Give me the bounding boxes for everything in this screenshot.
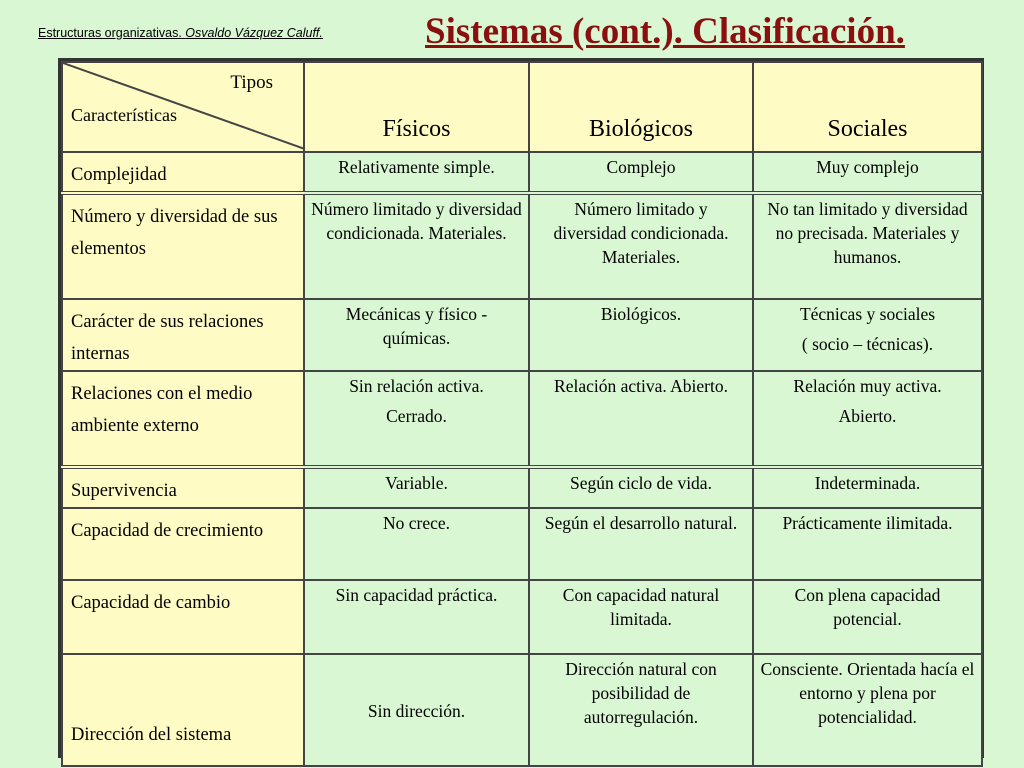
cell-text: Sin capacidad práctica. <box>335 585 498 605</box>
table-cell <box>304 152 529 193</box>
table-row <box>62 152 982 193</box>
table-cell <box>529 508 753 580</box>
cell-text: Sin dirección. <box>367 701 466 721</box>
cell-text: Muy complejo <box>816 157 919 177</box>
cell-text: Mecánicas y físico - químicas. <box>345 304 488 348</box>
table-cell <box>529 299 753 371</box>
cell-text: Relación activa. Abierto. <box>554 376 728 396</box>
row-label: Número y diversidad de sus elementos <box>62 193 304 299</box>
table-header-row <box>62 62 982 152</box>
corner-label-caracteristicas: Características <box>71 105 177 125</box>
cell-text: Indeterminada. <box>814 473 921 493</box>
table-cell <box>753 654 982 766</box>
table-cell <box>304 508 529 580</box>
classification-table-frame <box>58 58 984 758</box>
table-row <box>62 193 982 299</box>
cell-text: No tan limitado y diversidad no precisada. Materiales y humanos. <box>767 199 968 267</box>
table-cell <box>753 508 982 580</box>
cell-text: Con capacidad natural limitada. <box>562 585 720 629</box>
table-cell <box>753 371 982 467</box>
cell-text: Consciente. Orientada hacía el entorno y plena por potencialidad. <box>760 659 975 727</box>
cell-text: No crece. <box>382 513 451 533</box>
table-row <box>62 654 982 766</box>
table-cell <box>529 193 753 299</box>
classification-table <box>61 61 983 767</box>
cell-text: Según el desarrollo natural. <box>544 513 738 533</box>
table-cell <box>304 299 529 371</box>
table-cell <box>304 654 529 766</box>
table-cell <box>753 467 982 508</box>
table-cell <box>753 193 982 299</box>
author-name: Osvaldo Vázquez Caluff. <box>185 26 323 40</box>
cell-text: Relación muy activa. <box>793 376 942 396</box>
corner-label-tipos: Tipos <box>230 72 273 93</box>
cell-text: Prácticamente ilimitada. <box>782 513 953 533</box>
table-row <box>62 299 982 371</box>
table-cell <box>529 371 753 467</box>
cell-text: Según ciclo de vida. <box>570 473 712 493</box>
table-row <box>62 371 982 467</box>
cell-text: Número limitado y diversidad condicionada. Materiales. <box>553 199 729 267</box>
row-label: Relaciones con el medio ambiente externo <box>62 371 304 467</box>
cell-text: Número limitado y diversidad condicionada. Materiales. <box>311 199 522 243</box>
table-row <box>62 467 982 508</box>
table-cell <box>753 152 982 193</box>
cell-text: Abierto. <box>838 406 897 426</box>
cell-text: Sin relación activa. <box>349 376 484 396</box>
table-row <box>62 580 982 654</box>
row-label: Dirección del sistema <box>62 654 304 766</box>
cell-text: Relativamente simple. <box>338 157 495 177</box>
slide-title: Sistemas (cont.). Clasificación. <box>425 11 905 52</box>
table-cell <box>753 299 982 371</box>
cell-text: Biológicos. <box>600 304 682 324</box>
column-header-biologicos: Biológicos <box>529 62 753 152</box>
slide-author-line <box>38 26 323 40</box>
row-label: Capacidad de crecimiento <box>62 508 304 580</box>
course-name: Estructuras organizativas. <box>38 26 182 40</box>
table-cell <box>304 371 529 467</box>
cell-text: Complejo <box>606 157 676 177</box>
row-label: Complejidad <box>62 152 304 193</box>
column-header-fisicos: Físicos <box>304 62 529 152</box>
row-label: Supervivencia <box>62 467 304 508</box>
table-cell <box>304 467 529 508</box>
table-cell <box>529 654 753 766</box>
cell-text: Cerrado. <box>386 406 447 426</box>
row-label: Carácter de sus relaciones internas <box>62 299 304 371</box>
table-cell <box>529 467 753 508</box>
cell-text: ( socio – técnicas). <box>801 334 934 354</box>
corner-header-cell <box>62 62 304 152</box>
cell-text: Variable. <box>385 473 448 493</box>
cell-text: Dirección natural con posibilidad de autorregulación. <box>565 659 717 727</box>
table-cell <box>304 193 529 299</box>
cell-text: Con plena capacidad potencial. <box>794 585 941 629</box>
table-row <box>62 508 982 580</box>
table-cell <box>753 580 982 654</box>
row-label: Capacidad de cambio <box>62 580 304 654</box>
column-header-sociales: Sociales <box>753 62 982 152</box>
table-cell <box>529 580 753 654</box>
table-cell <box>304 580 529 654</box>
cell-text: Técnicas y sociales <box>799 304 936 324</box>
table-cell <box>529 152 753 193</box>
